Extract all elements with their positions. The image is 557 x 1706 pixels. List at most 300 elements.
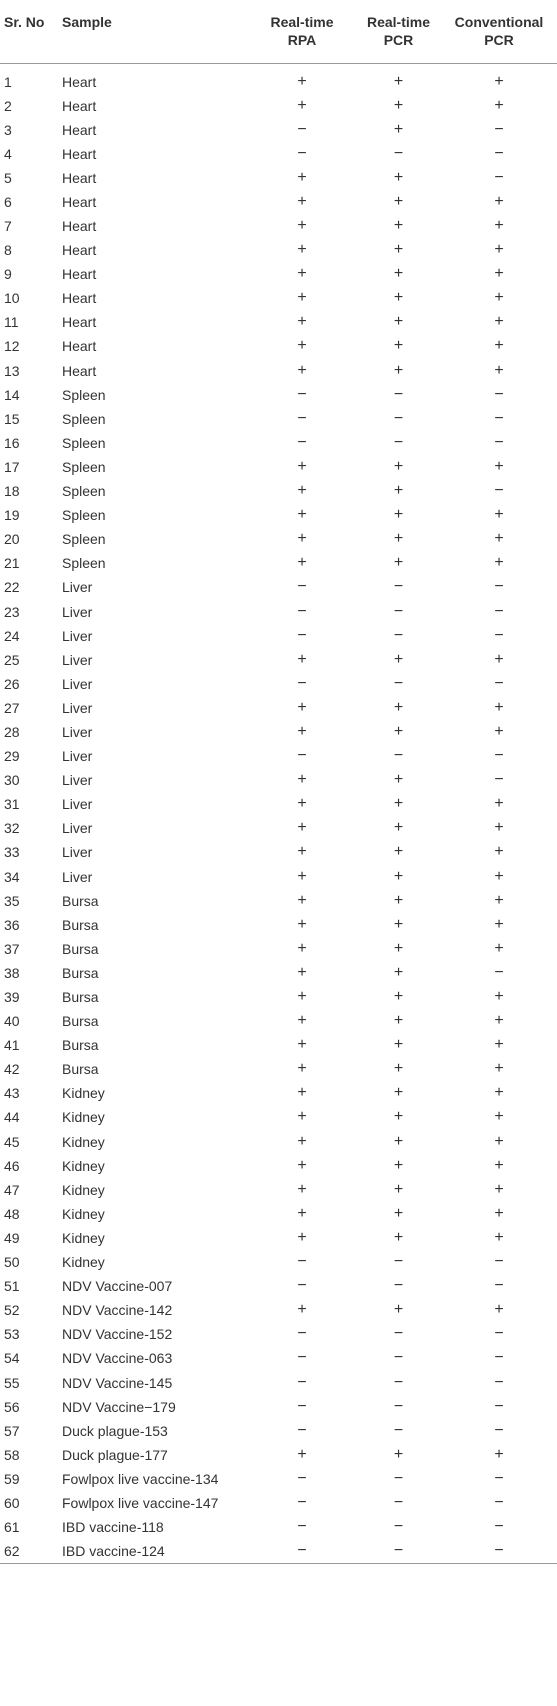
cell-sample: Bursa <box>62 892 99 909</box>
cell-real-time-rpa: + <box>297 361 307 379</box>
table-row <box>0 1202 557 1226</box>
cell-real-time-pcr: + <box>393 554 404 572</box>
table-row <box>0 310 557 334</box>
cell-sample: Heart <box>62 169 97 186</box>
cell-sample: Heart <box>62 218 97 235</box>
cell-conventional-pcr: − <box>494 409 504 427</box>
cell-real-time-pcr: + <box>393 457 404 475</box>
cell-real-time-rpa: + <box>297 289 307 307</box>
cell-real-time-pcr: + <box>393 96 404 114</box>
cell-sample: Spleen <box>62 507 106 524</box>
cell-conventional-pcr: − <box>494 626 504 644</box>
cell-sr-no: 57 <box>4 1422 20 1439</box>
table-row <box>0 1154 557 1178</box>
table-row <box>0 94 557 118</box>
cell-sr-no: 6 <box>4 193 12 210</box>
cell-real-time-rpa: + <box>297 457 307 475</box>
cell-real-time-rpa: + <box>297 217 307 235</box>
cell-sr-no: 32 <box>4 820 20 837</box>
cell-real-time-pcr: + <box>393 698 404 716</box>
cell-sample: NDV Vaccine-142 <box>62 1302 173 1319</box>
cell-sr-no: 37 <box>4 940 20 957</box>
cell-real-time-rpa: + <box>297 843 307 861</box>
cell-real-time-pcr: + <box>393 795 404 813</box>
cell-sample: Liver <box>62 699 93 716</box>
cell-sample: Liver <box>62 603 93 620</box>
cell-sr-no: 36 <box>4 916 20 933</box>
table-row <box>0 214 557 238</box>
cell-sample: Liver <box>62 844 93 861</box>
cell-real-time-rpa: − <box>297 578 307 596</box>
cell-conventional-pcr: − <box>494 1518 504 1536</box>
cell-conventional-pcr: + <box>494 988 504 1006</box>
cell-real-time-pcr: + <box>393 217 404 235</box>
cell-sample: Heart <box>62 73 97 90</box>
table-row <box>0 1057 557 1081</box>
cell-conventional-pcr: − <box>494 771 504 789</box>
cell-real-time-pcr: + <box>393 867 404 885</box>
cell-sr-no: 1 <box>4 73 12 90</box>
cell-conventional-pcr: + <box>494 1036 504 1054</box>
cell-sample: Duck plague-177 <box>62 1446 168 1463</box>
cell-conventional-pcr: + <box>494 1060 504 1078</box>
cell-real-time-rpa: + <box>297 506 307 524</box>
table-row <box>0 1443 557 1467</box>
cell-sr-no: 40 <box>4 1013 20 1030</box>
table-row <box>0 1033 557 1057</box>
cell-sample: Duck plague-153 <box>62 1422 168 1439</box>
cell-conventional-pcr: + <box>494 192 504 210</box>
cell-sr-no: 29 <box>4 748 20 765</box>
cell-conventional-pcr: + <box>494 1445 504 1463</box>
cell-real-time-pcr: + <box>393 289 404 307</box>
cell-conventional-pcr: + <box>494 1228 504 1246</box>
cell-real-time-rpa: + <box>297 722 307 740</box>
cell-real-time-pcr: − <box>393 433 404 451</box>
cell-real-time-pcr: + <box>393 891 404 909</box>
cell-conventional-pcr: + <box>494 217 504 235</box>
cell-sample: Liver <box>62 627 93 644</box>
cell-conventional-pcr: + <box>494 241 504 259</box>
cell-real-time-rpa: + <box>297 530 307 548</box>
cell-real-time-rpa: + <box>297 72 307 90</box>
cell-sr-no: 8 <box>4 242 12 259</box>
cell-sample: Kidney <box>62 1229 105 1246</box>
header-rtpcr-line-2: PCR <box>383 32 414 48</box>
cell-real-time-pcr: + <box>393 1084 404 1102</box>
cell-real-time-pcr: + <box>393 819 404 837</box>
cell-real-time-rpa: + <box>297 795 307 813</box>
table-row <box>0 985 557 1009</box>
cell-sample: Bursa <box>62 989 99 1006</box>
cell-conventional-pcr: − <box>494 1469 504 1487</box>
cell-sample: Liver <box>62 796 93 813</box>
table-row <box>0 575 557 599</box>
cell-sr-no: 27 <box>4 699 20 716</box>
cell-sample: Liver <box>62 579 93 596</box>
cell-real-time-rpa: − <box>297 674 307 692</box>
cell-sample: Heart <box>62 193 97 210</box>
cell-sr-no: 23 <box>4 603 20 620</box>
table-row <box>0 142 557 166</box>
table-row <box>0 1274 557 1298</box>
cell-conventional-pcr: + <box>494 698 504 716</box>
cell-sr-no: 47 <box>4 1181 20 1198</box>
cell-sr-no: 42 <box>4 1061 20 1078</box>
cell-real-time-pcr: − <box>393 1421 404 1439</box>
cell-sample: Spleen <box>62 434 106 451</box>
cell-real-time-rpa: + <box>297 337 307 355</box>
cell-real-time-pcr: − <box>393 1469 404 1487</box>
table-row <box>0 359 557 383</box>
cell-real-time-rpa: + <box>297 313 307 331</box>
cell-sr-no: 7 <box>4 218 12 235</box>
table-body <box>0 63 557 1564</box>
cell-real-time-pcr: − <box>393 1493 404 1511</box>
cell-sr-no: 16 <box>4 434 20 451</box>
table-row <box>0 286 557 310</box>
cell-real-time-rpa: + <box>297 168 307 186</box>
cell-conventional-pcr: + <box>494 819 504 837</box>
cell-real-time-rpa: − <box>297 747 307 765</box>
cell-conventional-pcr: + <box>494 72 504 90</box>
cell-real-time-rpa: + <box>297 939 307 957</box>
cell-sr-no: 60 <box>4 1494 20 1511</box>
cell-real-time-pcr: + <box>393 168 404 186</box>
table-row <box>0 1370 557 1394</box>
cell-sample: NDV Vaccine-152 <box>62 1326 173 1343</box>
cell-real-time-rpa: + <box>297 96 307 114</box>
cell-real-time-pcr: − <box>393 385 404 403</box>
cell-sr-no: 21 <box>4 555 20 572</box>
cell-conventional-pcr: + <box>494 915 504 933</box>
cell-sample: Heart <box>62 145 97 162</box>
cell-sr-no: 43 <box>4 1085 20 1102</box>
table-row <box>0 1515 557 1539</box>
cell-sample: Bursa <box>62 940 99 957</box>
cell-sample: IBD vaccine-124 <box>58 1539 248 1564</box>
cell-sample: Heart <box>62 362 97 379</box>
table-row <box>0 1081 557 1105</box>
cell-real-time-rpa: + <box>297 650 307 668</box>
cell-sr-no: 31 <box>4 796 20 813</box>
cell-sr-no: 30 <box>4 772 20 789</box>
cell-real-time-pcr: − <box>393 626 404 644</box>
cell-conventional-pcr: + <box>494 313 504 331</box>
cell-conventional-pcr: + <box>494 506 504 524</box>
table-row <box>0 1491 557 1515</box>
header-sample: Sample <box>58 0 248 63</box>
cell-conventional-pcr: + <box>494 1301 504 1319</box>
cell-real-time-pcr: − <box>393 144 404 162</box>
cell-sr-no: 56 <box>4 1398 20 1415</box>
table-row <box>0 1539 557 1564</box>
table-row <box>0 1130 557 1154</box>
table-row <box>0 455 557 479</box>
cell-sample: NDV Vaccine-063 <box>62 1350 173 1367</box>
cell-real-time-rpa: − <box>297 1325 307 1343</box>
cell-real-time-pcr: + <box>393 241 404 259</box>
cell-conventional-pcr: + <box>494 530 504 548</box>
cell-real-time-pcr: + <box>393 192 404 210</box>
cell-conventional-pcr: − <box>494 578 504 596</box>
cell-sr-no: 10 <box>4 290 20 307</box>
table-row <box>0 1467 557 1491</box>
cell-sr-no: 58 <box>4 1446 20 1463</box>
cell-sample: Heart <box>62 338 97 355</box>
table-row <box>0 816 557 840</box>
cell-sample: Kidney <box>62 1157 105 1174</box>
cell-conventional-pcr: + <box>494 1084 504 1102</box>
cell-sample: Heart <box>62 314 97 331</box>
cell-sr-no: 55 <box>4 1374 20 1391</box>
cell-sr-no: 14 <box>4 386 20 403</box>
cell-real-time-rpa: − <box>297 626 307 644</box>
cell-real-time-pcr: + <box>393 1156 404 1174</box>
cell-conventional-pcr: + <box>494 337 504 355</box>
cell-sr-no: 3 <box>4 121 12 138</box>
cell-real-time-rpa: − <box>297 602 307 620</box>
cell-sr-no: 62 <box>0 1539 58 1564</box>
cell-real-time-pcr: + <box>393 1132 404 1150</box>
table-row <box>0 383 557 407</box>
table-row <box>0 961 557 985</box>
cell-sr-no: 46 <box>4 1157 20 1174</box>
cell-conventional-pcr: + <box>494 1204 504 1222</box>
cell-sample: Bursa <box>62 964 99 981</box>
cell-real-time-pcr: − <box>393 1325 404 1343</box>
cell-sample: Fowlpox live vaccine-147 <box>62 1494 219 1511</box>
header-real-time-rpa <box>248 0 356 63</box>
cell-real-time-pcr: + <box>393 265 404 283</box>
cell-real-time-rpa: + <box>297 1036 307 1054</box>
table-row <box>0 166 557 190</box>
table-row <box>0 407 557 431</box>
cell-conventional-pcr: + <box>494 265 504 283</box>
cell-conventional-pcr: − <box>494 674 504 692</box>
cell-sr-no: 38 <box>4 964 20 981</box>
cell-sr-no: 25 <box>4 651 20 668</box>
cell-real-time-pcr: + <box>393 771 404 789</box>
cell-real-time-pcr: + <box>393 337 404 355</box>
cell-sample: Kidney <box>62 1181 105 1198</box>
cell-sr-no: 59 <box>4 1470 20 1487</box>
cell-real-time-pcr: + <box>393 1228 404 1246</box>
cell-real-time-pcr: − <box>393 1349 404 1367</box>
cell-sample: Kidney <box>62 1109 105 1126</box>
cell-sample: Liver <box>62 772 93 789</box>
cell-sample: Bursa <box>62 1013 99 1030</box>
table-row <box>0 768 557 792</box>
cell-real-time-pcr: + <box>393 988 404 1006</box>
table-row <box>0 792 557 816</box>
table-row <box>0 262 557 286</box>
cell-real-time-rpa: + <box>297 1084 307 1102</box>
cell-sample: NDV Vaccine-007 <box>62 1278 173 1295</box>
cell-real-time-pcr: − <box>393 1373 404 1391</box>
cell-real-time-pcr: − <box>393 602 404 620</box>
cell-real-time-pcr: + <box>393 915 404 933</box>
cell-real-time-rpa: − <box>297 1493 307 1511</box>
header-conventional-pcr <box>441 0 557 63</box>
cell-sr-no: 53 <box>4 1326 20 1343</box>
cell-real-time-pcr: + <box>393 1204 404 1222</box>
table-row <box>0 696 557 720</box>
table-row <box>0 503 557 527</box>
cell-real-time-pcr: − <box>356 1539 441 1564</box>
cell-sr-no: 45 <box>4 1133 20 1150</box>
cell-real-time-rpa: − <box>297 1397 307 1415</box>
cell-sample: IBD vaccine-118 <box>62 1519 164 1536</box>
table-row <box>0 1298 557 1322</box>
cell-conventional-pcr: − <box>494 1421 504 1439</box>
cell-real-time-rpa: + <box>297 1301 307 1319</box>
cell-sample: Heart <box>62 266 97 283</box>
cell-real-time-pcr: − <box>393 747 404 765</box>
cell-real-time-pcr: + <box>393 530 404 548</box>
cell-sample: Liver <box>62 868 93 885</box>
cell-real-time-rpa: + <box>297 891 307 909</box>
cell-sample: Heart <box>62 121 97 138</box>
table-header <box>0 0 557 63</box>
cell-sr-no: 52 <box>4 1302 20 1319</box>
table-row <box>0 1250 557 1274</box>
cell-conventional-pcr: + <box>494 361 504 379</box>
cell-sample: Liver <box>62 820 93 837</box>
table-row <box>0 1178 557 1202</box>
table-row <box>0 889 557 913</box>
cell-sr-no: 35 <box>4 892 20 909</box>
cell-real-time-pcr: + <box>393 843 404 861</box>
table-row <box>0 1395 557 1419</box>
header-conv-line-1: Conventional <box>454 14 544 30</box>
cell-real-time-rpa: + <box>297 192 307 210</box>
table-row <box>0 648 557 672</box>
table-row <box>0 744 557 768</box>
cell-conventional-pcr: + <box>494 554 504 572</box>
cell-real-time-pcr: + <box>393 1036 404 1054</box>
cell-sample: Spleen <box>62 555 106 572</box>
header-row <box>0 0 557 63</box>
cell-real-time-pcr: − <box>393 674 404 692</box>
cell-real-time-rpa: − <box>248 1539 356 1564</box>
cell-conventional-pcr: − <box>494 963 504 981</box>
header-rpa-line-2: RPA <box>287 32 317 48</box>
cell-sr-no: 41 <box>4 1037 20 1054</box>
cell-conventional-pcr: + <box>494 289 504 307</box>
cell-sample: Liver <box>62 723 93 740</box>
cell-real-time-pcr: + <box>393 722 404 740</box>
cell-real-time-pcr: + <box>393 361 404 379</box>
cell-real-time-rpa: + <box>297 915 307 933</box>
cell-real-time-rpa: + <box>297 1228 307 1246</box>
cell-real-time-pcr: − <box>393 1518 404 1536</box>
cell-real-time-pcr: + <box>393 1445 404 1463</box>
cell-sr-no: 33 <box>4 844 20 861</box>
cell-sample: Liver <box>62 748 93 765</box>
cell-sr-no: 48 <box>4 1205 20 1222</box>
cell-sr-no: 9 <box>4 266 12 283</box>
cell-real-time-rpa: − <box>297 1518 307 1536</box>
cell-sr-no: 50 <box>4 1254 20 1271</box>
cell-sample: Kidney <box>62 1085 105 1102</box>
cell-sample: Liver <box>62 675 93 692</box>
cell-real-time-pcr: + <box>393 1012 404 1030</box>
cell-sample: Spleen <box>62 483 106 500</box>
cell-conventional-pcr: − <box>441 1539 557 1564</box>
table-row <box>0 937 557 961</box>
cell-real-time-pcr: + <box>393 1060 404 1078</box>
cell-conventional-pcr: − <box>494 1325 504 1343</box>
cell-sr-no: 20 <box>4 531 20 548</box>
table-row <box>0 1322 557 1346</box>
cell-real-time-pcr: − <box>393 1253 404 1271</box>
cell-conventional-pcr: − <box>494 1277 504 1295</box>
table-row <box>0 334 557 358</box>
cell-sr-no: 26 <box>4 675 20 692</box>
cell-conventional-pcr: + <box>494 1156 504 1174</box>
cell-real-time-rpa: − <box>297 1277 307 1295</box>
cell-sr-no: 22 <box>4 579 20 596</box>
cell-conventional-pcr: + <box>494 867 504 885</box>
cell-real-time-rpa: − <box>297 1349 307 1367</box>
cell-real-time-rpa: − <box>297 433 307 451</box>
cell-real-time-rpa: + <box>297 867 307 885</box>
cell-real-time-rpa: + <box>297 482 307 500</box>
table-row <box>0 599 557 623</box>
cell-sr-no: 5 <box>4 169 12 186</box>
cell-real-time-pcr: − <box>393 1277 404 1295</box>
cell-conventional-pcr: + <box>494 891 504 909</box>
cell-real-time-rpa: − <box>297 144 307 162</box>
cell-conventional-pcr: − <box>494 602 504 620</box>
cell-real-time-rpa: + <box>297 963 307 981</box>
cell-sr-no: 19 <box>4 507 20 524</box>
cell-real-time-rpa: + <box>297 771 307 789</box>
cell-sample: Fowlpox live vaccine-134 <box>62 1470 219 1487</box>
cell-conventional-pcr: + <box>494 650 504 668</box>
cell-real-time-rpa: + <box>297 265 307 283</box>
cell-conventional-pcr: − <box>494 168 504 186</box>
cell-sample: Kidney <box>62 1205 105 1222</box>
table-row <box>0 190 557 214</box>
cell-sr-no: 17 <box>4 458 20 475</box>
cell-sample: Bursa <box>62 1037 99 1054</box>
cell-conventional-pcr: − <box>494 120 504 138</box>
cell-conventional-pcr: + <box>494 1108 504 1126</box>
cell-real-time-pcr: + <box>393 120 404 138</box>
cell-real-time-pcr: + <box>393 313 404 331</box>
table-row <box>0 479 557 503</box>
cell-sample: Spleen <box>62 458 106 475</box>
table-row <box>0 1105 557 1129</box>
table-row <box>0 527 557 551</box>
cell-real-time-rpa: + <box>297 1156 307 1174</box>
cell-real-time-pcr: − <box>393 409 404 427</box>
cell-sr-no: 44 <box>4 1109 20 1126</box>
cell-real-time-rpa: + <box>297 1180 307 1198</box>
cell-real-time-rpa: − <box>297 120 307 138</box>
cell-real-time-pcr: + <box>393 963 404 981</box>
cell-real-time-pcr: + <box>393 939 404 957</box>
header-sr-no: Sr. No <box>0 0 58 63</box>
cell-sample: Heart <box>62 290 97 307</box>
cell-sr-no: 18 <box>4 483 20 500</box>
cell-sample: Bursa <box>62 916 99 933</box>
cell-real-time-rpa: − <box>297 1253 307 1271</box>
cell-real-time-rpa: − <box>297 385 307 403</box>
cell-sample: Kidney <box>62 1133 105 1150</box>
